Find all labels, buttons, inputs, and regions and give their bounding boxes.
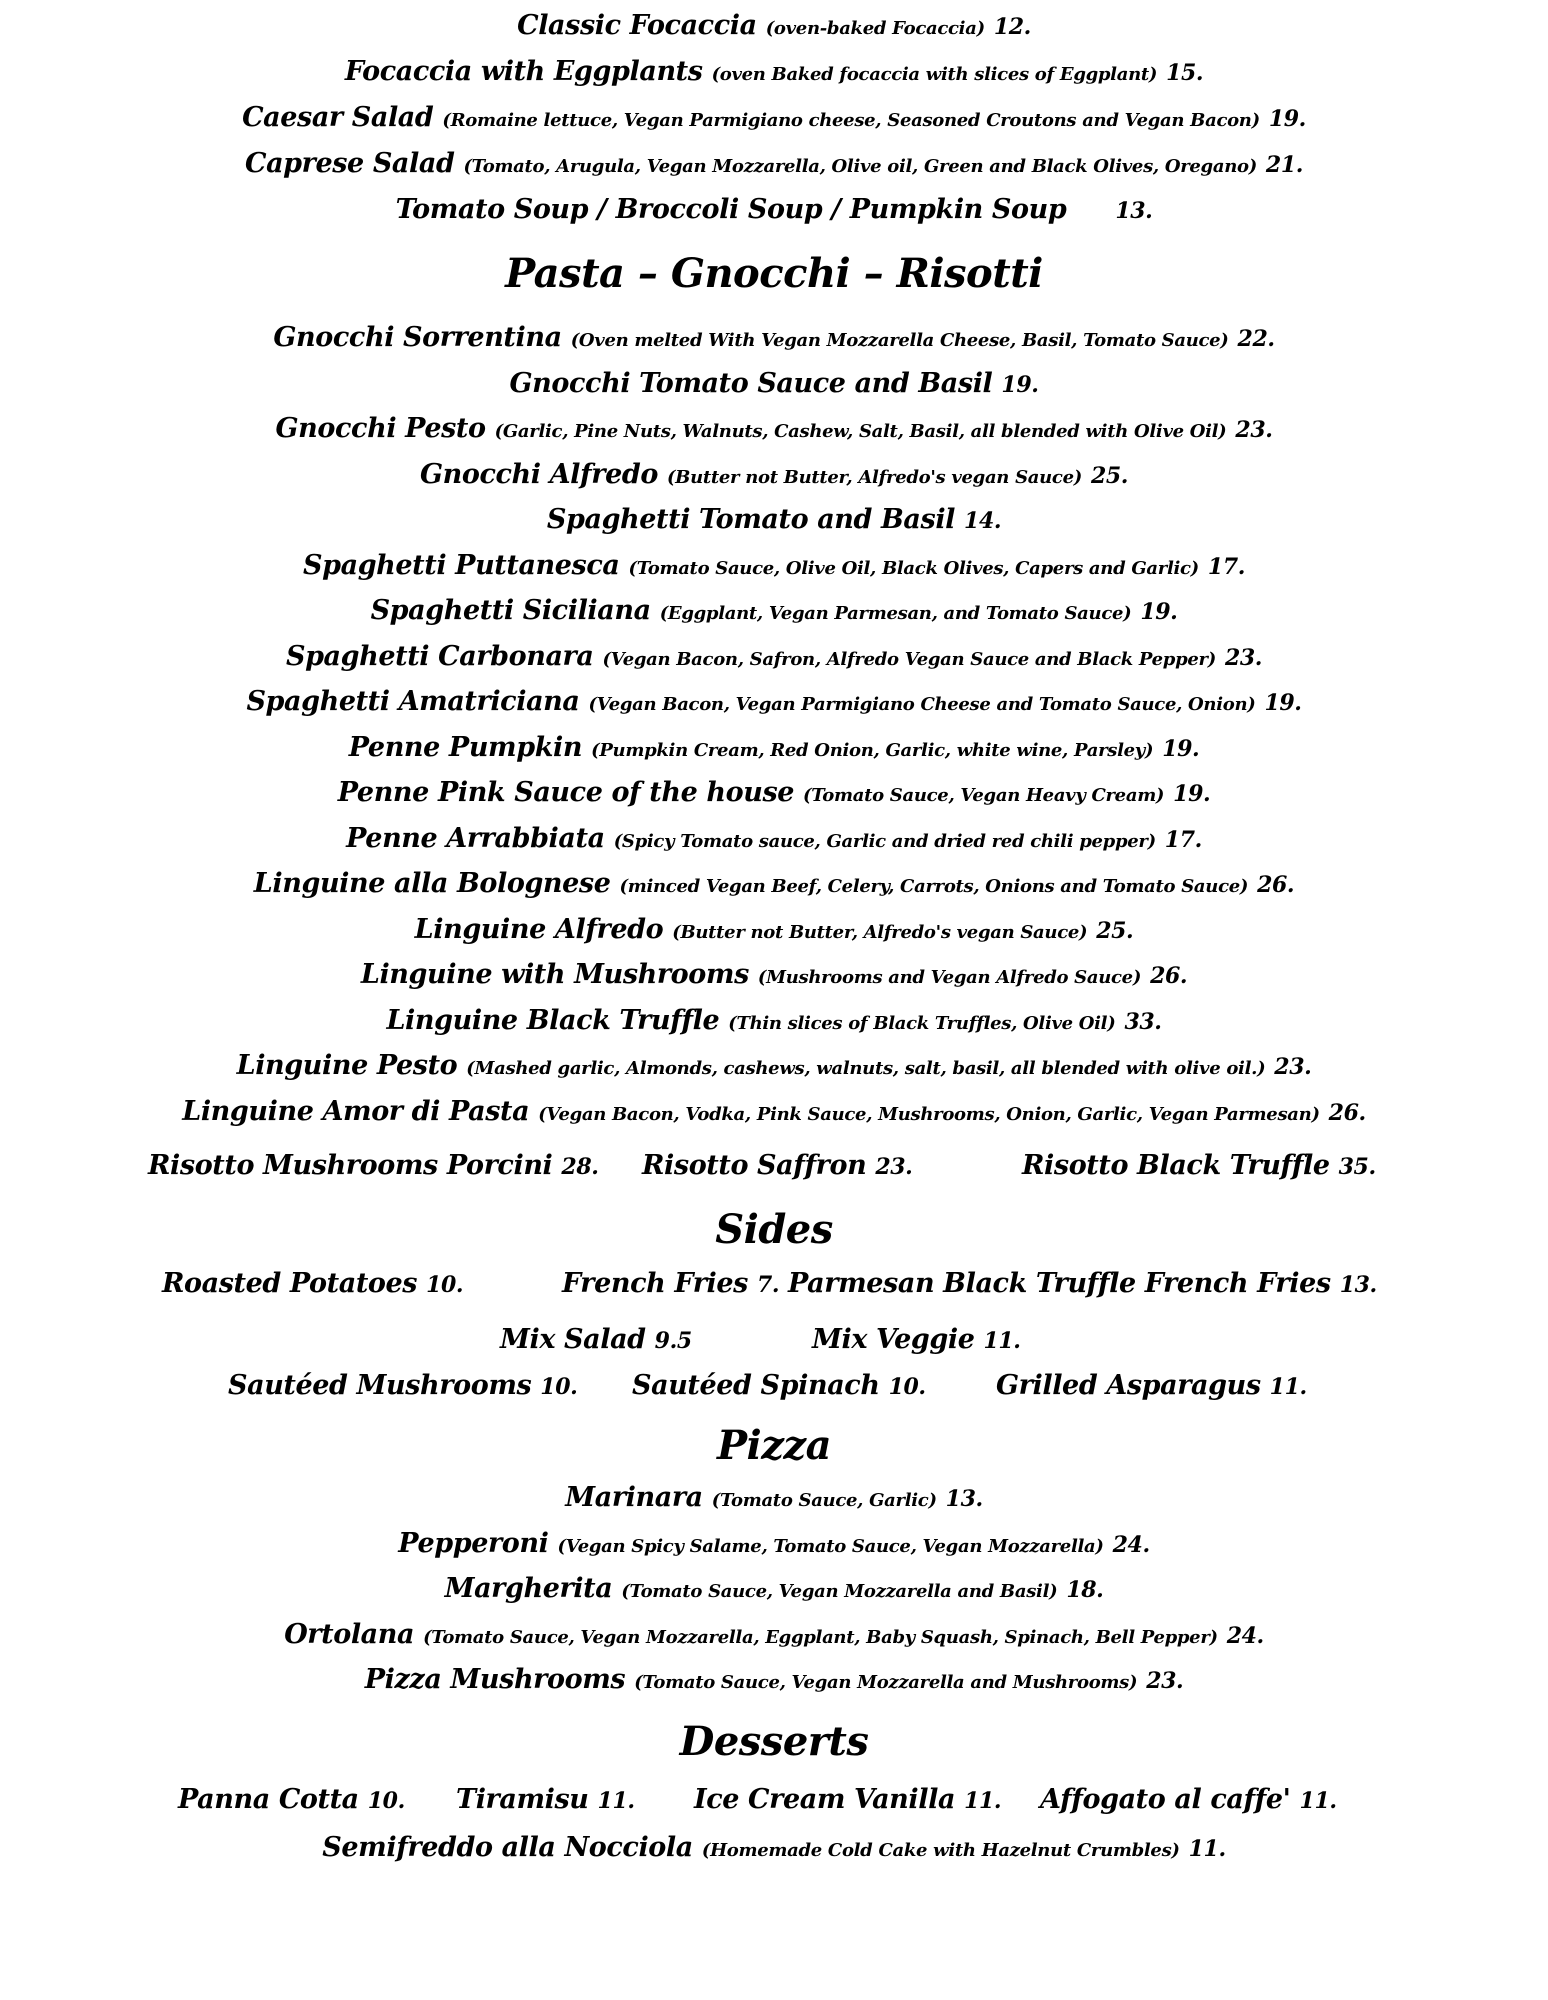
item-description: (Vegan Bacon, Safron, Alfredo Vegan Sauce and Black Pepper) [602, 648, 1216, 670]
menu-item-risotto-truffle [1022, 1152, 1376, 1179]
item-price: 11. [1299, 1788, 1337, 1814]
item-name: Margherita [444, 1573, 613, 1604]
item-price: 15. [1166, 60, 1204, 86]
item-price: 11. [1188, 1836, 1226, 1862]
item-price: 10. [888, 1374, 926, 1400]
desserts-row-1 [0, 1786, 1548, 1822]
item-name: Semifreddo alla Nocciola [322, 1832, 693, 1863]
item-description: (Vegan Bacon, Vegan Parmigiano Cheese and Tomato Sauce, Onion) [588, 694, 1256, 715]
menu-item [0, 822, 1548, 854]
item-price: 23. [1146, 1668, 1184, 1694]
item-name: Linguine Pesto [236, 1050, 458, 1081]
item-price: 19. [1173, 781, 1211, 807]
item-price: 21. [1265, 152, 1303, 178]
menu-item [0, 731, 1548, 763]
item-name: Panna Cotta [178, 1784, 359, 1815]
item-name: Gnocchi Tomato Sauce and Basil [509, 367, 993, 399]
item-price: 9.5 [654, 1328, 692, 1354]
item-price: 33. [1124, 1008, 1162, 1035]
item-description: (Tomato, Arugula, Vegan Mozzarella, Olive oil, Green and Black Olives, Oregano) [463, 156, 1257, 177]
item-name: Sautéed Spinach [632, 1370, 880, 1401]
menu-item-caprese-salad [0, 150, 1548, 177]
menu-item [0, 1004, 1548, 1036]
item-name: Affogato al caffe' [1040, 1784, 1291, 1815]
item-name: Penne Arrabbiata [346, 822, 605, 854]
item-price: 24. [1112, 1531, 1150, 1558]
menu-item-tiramisu [456, 1786, 635, 1813]
item-description: (Oven melted With Vegan Mozzarella Cheese, Basil, Tomato Sauce) [570, 330, 1229, 351]
section-heading-sides: Sides [715, 1206, 833, 1253]
item-description: (Tomato Sauce, Vegan Mozzarella and Basil) [621, 1581, 1058, 1602]
item-name: Spaghetti Carbonara [285, 640, 594, 672]
menu-item-risotto-saffron [642, 1152, 912, 1179]
sides-row-1 [0, 1270, 1548, 1306]
menu-item [0, 458, 1548, 490]
item-name: Spaghetti Siciliana [370, 595, 651, 626]
item-price: 35. [1338, 1154, 1376, 1180]
menu-item [0, 549, 1548, 581]
item-description: (oven Baked focaccia with slices of Eggplant) [711, 64, 1158, 85]
item-description: (oven-baked Focaccia) [765, 18, 985, 39]
item-name: Linguine Amor di Pasta [182, 1095, 530, 1127]
item-name: Gnocchi Sorrentina [273, 322, 562, 353]
menu-item-sauteed-mushrooms [228, 1372, 577, 1399]
sides-row-3 [0, 1372, 1548, 1408]
item-name: Spaghetti Amatriciana [246, 686, 580, 717]
item-description: (Butter not Butter, Alfredo's vegan Sauce) [672, 921, 1088, 943]
item-name: Pepperoni [398, 1527, 549, 1559]
menu-item [0, 597, 1548, 624]
item-description: (Vegan Spicy Salame, Tomato Sauce, Vegan Mozzarella) [557, 1535, 1104, 1557]
menu-item [0, 688, 1548, 715]
item-name: Linguine with Mushrooms [360, 959, 749, 990]
item-name: Ice Cream Vanilla [694, 1784, 956, 1815]
item-name: Roasted Potatoes [162, 1268, 418, 1299]
item-description: (Thin slices of Black Truffles, Olive Oil) [728, 1012, 1116, 1034]
item-price: 17. [1164, 826, 1202, 853]
item-price: 10. [540, 1374, 578, 1400]
item-price: 17. [1207, 553, 1245, 580]
item-price: 11. [964, 1788, 1002, 1814]
item-price: 23. [1274, 1054, 1312, 1080]
menu-item [0, 415, 1548, 442]
sides-row-2 [0, 1326, 1548, 1362]
item-description: (Tomato Sauce, Vegan Heavy Cream) [803, 785, 1165, 806]
menu-item-soups [0, 196, 1548, 223]
item-name: Ortolana [284, 1618, 415, 1650]
item-name: Risotto Black Truffle [1022, 1150, 1330, 1181]
item-price: 25. [1096, 917, 1134, 944]
menu-item [0, 913, 1548, 945]
menu-item-mix-salad [500, 1326, 692, 1353]
item-price: 19. [1162, 735, 1200, 762]
item-name: Penne Pumpkin [348, 731, 583, 763]
item-price: 13. [945, 1486, 983, 1512]
item-description: (Butter not Butter, Alfredo's vegan Sauce) [666, 466, 1082, 488]
item-price: 26. [1328, 1099, 1366, 1126]
item-name: Tiramisu [456, 1784, 589, 1815]
item-name: Linguine Black Truffle [386, 1004, 720, 1036]
item-name: Linguine Alfredo [414, 913, 664, 945]
menu-item [0, 1575, 1548, 1602]
item-description: (Garlic, Pine Nuts, Walnuts, Cashew, Salt, Basil, all blended with Olive Oil) [494, 421, 1227, 442]
risotto-row [0, 1152, 1548, 1188]
item-name: Spaghetti Puttanesca [303, 549, 620, 581]
menu-item [0, 1666, 1548, 1693]
item-price: 10. [367, 1788, 405, 1814]
item-price: 12. [993, 14, 1031, 40]
item-price: 22. [1237, 326, 1275, 352]
menu-item-ice-cream [694, 1786, 1001, 1813]
item-name: Mix Veggie [812, 1324, 975, 1355]
item-price: 23. [1235, 417, 1273, 443]
menu-item-roasted-potatoes [162, 1270, 463, 1297]
item-description: (Pumpkin Cream, Red Onion, Garlic, white wine, Parsley) [591, 739, 1154, 761]
section-heading-pizza: Pizza [716, 1422, 832, 1469]
item-price: 24. [1226, 1622, 1264, 1649]
item-description: (Tomato Sauce, Vegan Mozzarella and Mushrooms) [634, 1672, 1138, 1693]
menu-item-sauteed-spinach [632, 1372, 926, 1399]
item-name: Caesar Salad [242, 102, 434, 133]
item-name: Tomato Soup / Broccoli Soup / Pumpkin Soup [395, 194, 1067, 225]
item-name: Penne Pink Sauce of the house [337, 777, 795, 808]
item-description: (Mushrooms and Vegan Alfredo Sauce) [757, 967, 1142, 988]
item-name: Linguine alla Bolognese [253, 868, 611, 899]
item-price: 19. [1140, 599, 1178, 625]
menu-item [0, 367, 1548, 399]
menu-item-risotto-porcini [148, 1152, 599, 1179]
item-price: 11. [1269, 1374, 1307, 1400]
menu-item-mix-veggie [812, 1326, 1021, 1353]
item-name: Grilled Asparagus [996, 1370, 1261, 1401]
item-price: 25. [1090, 462, 1129, 489]
menu-item-classic-focaccia [0, 12, 1548, 39]
item-name: Caprese Salad [244, 148, 455, 179]
item-description: (Romaine lettuce, Vegan Parmigiano cheese, Seasoned Croutons and Vegan Bacon) [442, 110, 1260, 131]
item-name: Sautéed Mushrooms [228, 1370, 532, 1401]
menu-item-grilled-asparagus [996, 1372, 1307, 1399]
item-price: 19. [1268, 106, 1306, 132]
item-description: (minced Vegan Beef, Celery, Carrots, Onions and Tomato Sauce) [619, 876, 1249, 897]
menu-item-truffle-fries [788, 1270, 1377, 1297]
item-description: (Eggplant, Vegan Parmesan, and Tomato Sauce) [659, 603, 1132, 624]
item-price: 23. [1224, 644, 1263, 671]
menu-item [0, 1527, 1548, 1559]
menu-item-affogato [1040, 1786, 1337, 1813]
item-price: 26. [1150, 963, 1188, 989]
item-price: 13. [1339, 1272, 1377, 1298]
item-description: (Vegan Bacon, Vodka, Pink Sauce, Mushrooms, Onion, Garlic, Vegan Parmesan) [538, 1103, 1320, 1125]
item-price: 13. [1115, 198, 1153, 224]
item-name: Spaghetti Tomato and Basil [546, 504, 956, 535]
menu-item-semifreddo [0, 1834, 1548, 1861]
menu-item [0, 1095, 1548, 1127]
item-price: 11. [983, 1328, 1021, 1354]
item-name: Pizza Mushrooms [364, 1664, 626, 1695]
item-description: (Tomato Sauce, Vegan Mozzarella, Eggplant, Baby Squash, Spinach, Bell Pepper) [423, 1626, 1218, 1648]
item-price: 23. [875, 1154, 913, 1180]
item-description: (Tomato Sauce, Garlic) [711, 1490, 937, 1511]
item-price: 18. [1066, 1577, 1104, 1603]
item-description: (Mashed garlic, Almonds, cashews, walnuts, salt, basil, all blended with olive oil.) [466, 1058, 1266, 1079]
menu-item [0, 1484, 1548, 1511]
section-heading-pasta: Pasta – Gnocchi – Risotti [505, 250, 1043, 297]
menu-item [0, 640, 1548, 672]
menu-item-focaccia-eggplants [0, 58, 1548, 85]
item-name: Risotto Saffron [642, 1150, 867, 1181]
menu-item [0, 506, 1548, 533]
menu-item [0, 324, 1548, 351]
item-name: Risotto Mushrooms Porcini [148, 1150, 553, 1181]
menu-item-french-fries [562, 1270, 779, 1297]
menu-item-caesar-salad [0, 104, 1548, 131]
item-name: Focaccia with Eggplants [344, 56, 703, 87]
menu-item [0, 961, 1548, 988]
item-name: Parmesan Black Truffle French Fries [788, 1268, 1331, 1299]
item-price: 19. [1264, 690, 1302, 716]
item-description: (Homemade Cold Cake with Hazelnut Crumbles) [701, 1840, 1180, 1861]
section-heading-desserts: Desserts [679, 1718, 869, 1765]
menu-item [0, 1618, 1548, 1650]
item-name: Marinara [565, 1482, 703, 1513]
item-price: 10. [426, 1272, 464, 1298]
item-name: French Fries [562, 1268, 748, 1299]
item-name: Classic Focaccia [517, 10, 757, 41]
menu-item [0, 870, 1548, 897]
item-price: 28. [561, 1154, 599, 1180]
menu-item [0, 1052, 1548, 1079]
menu-item [0, 779, 1548, 806]
item-description: (Tomato Sauce, Olive Oil, Black Olives, Capers and Garlic) [628, 557, 1199, 579]
item-price: 19. [1001, 371, 1039, 398]
item-name: Mix Salad [500, 1324, 646, 1355]
item-price: 7. [756, 1272, 780, 1298]
item-price: 11. [597, 1788, 635, 1814]
menu-item-panna-cotta [178, 1786, 405, 1813]
item-name: Gnocchi Alfredo [419, 458, 658, 490]
item-description: (Spicy Tomato sauce, Garlic and dried red chili pepper) [613, 830, 1156, 852]
item-name: Gnocchi Pesto [275, 413, 486, 444]
item-price: 26. [1257, 872, 1295, 898]
item-price: 14. [964, 508, 1002, 534]
